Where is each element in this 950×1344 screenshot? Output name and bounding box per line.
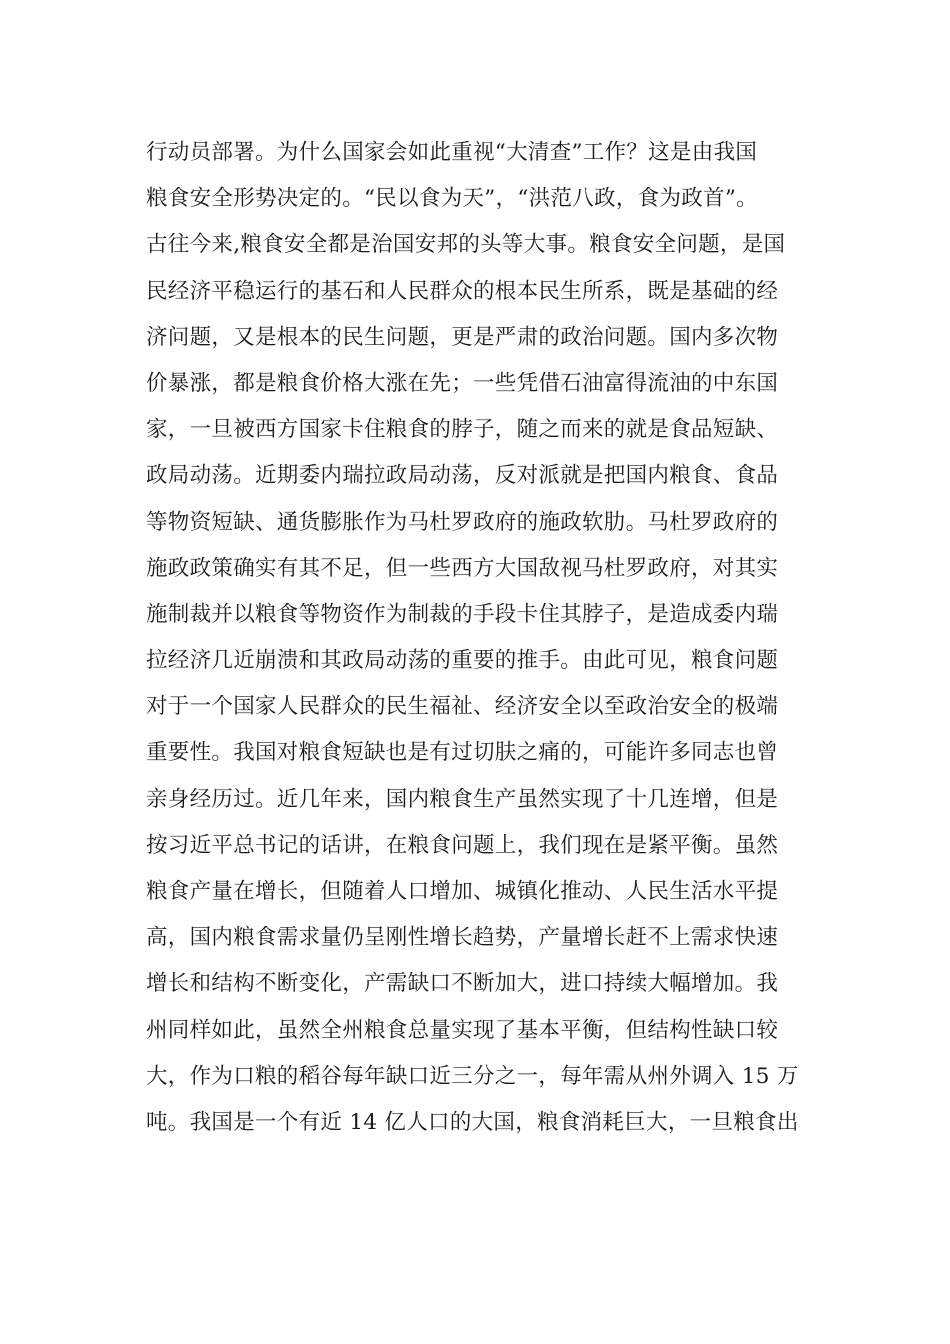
text-line: 济问题，又是根本的民生问题，更是严肃的政治问题。国内多次物 [146, 324, 779, 350]
text-line: 高，国内粮食需求量仍呈刚性增长趋势，产量增长赶不上需求快速 [146, 925, 779, 951]
text-line: 价暴涨，都是粮食价格大涨在先；一些凭借石油富得流油的中东国 [146, 370, 779, 396]
text-line: 大，作为口粮的稻谷每年缺口近三分之一，每年需从州外调入 15 万 [146, 1063, 799, 1089]
text-line: 粮食产量在增长，但随着人口增加、城镇化推动、人民生活水平提 [146, 879, 779, 904]
text-line: 对于一个国家人民群众的民生福祉、经济安全以至政治安全的极端 [146, 694, 779, 720]
text-line: 重要性。我国对粮食短缺也是有过切肤之痛的，可能许多同志也曾 [146, 740, 779, 766]
text-line: 古往今来,粮食安全都是治国安邦的头等大事。粮食安全问题，是国 [146, 232, 786, 258]
text-line: 等物资短缺、通货膨胀作为马杜罗政府的施政软肋。马杜罗政府的 [146, 509, 779, 535]
text-line: 州同样如此，虽然全州粮食总量实现了基本平衡，但结构性缺口较 [146, 1017, 779, 1043]
text-line: 粮食安全形势决定的。“民以食为天”，“洪范八政，食为政首”。 [146, 186, 758, 212]
text-line: 亲身经历过。近几年来，国内粮食生产虽然实现了十几连增，但是 [146, 786, 779, 812]
text-line: 施政政策确实有其不足，但一些西方大国敌视马杜罗政府，对其实 [146, 555, 779, 581]
text-line: 政局动荡。近期委内瑞拉政局动荡，反对派就是把国内粮食、食品 [146, 463, 779, 489]
text-line: 增长和结构不断变化，产需缺口不断加大，进口持续大幅增加。我 [146, 971, 779, 997]
text-line: 拉经济几近崩溃和其政局动荡的重要的推手。由此可见，粮食问题 [146, 648, 779, 674]
text-line: 按习近平总书记的话讲，在粮食问题上，我们现在是紧平衡。虽然 [146, 832, 779, 858]
text-line: 吨。我国是一个有近 14 亿人口的大国，粮食消耗巨大，一旦粮食出 [146, 1109, 799, 1135]
text-line: 家，一旦被西方国家卡住粮食的脖子，随之而来的就是食品短缺、 [146, 417, 779, 443]
body-text [146, 130, 846, 1146]
text-line: 民经济平稳运行的基石和人民群众的根本民生所系，既是基础的经 [146, 278, 779, 304]
text-line: 施制裁并以粮食等物资作为制裁的手段卡住其脖子，是造成委内瑞 [146, 601, 779, 627]
text-line: 行动员部署。为什么国家会如此重视“大清查”工作？这是由我国 [146, 140, 758, 165]
